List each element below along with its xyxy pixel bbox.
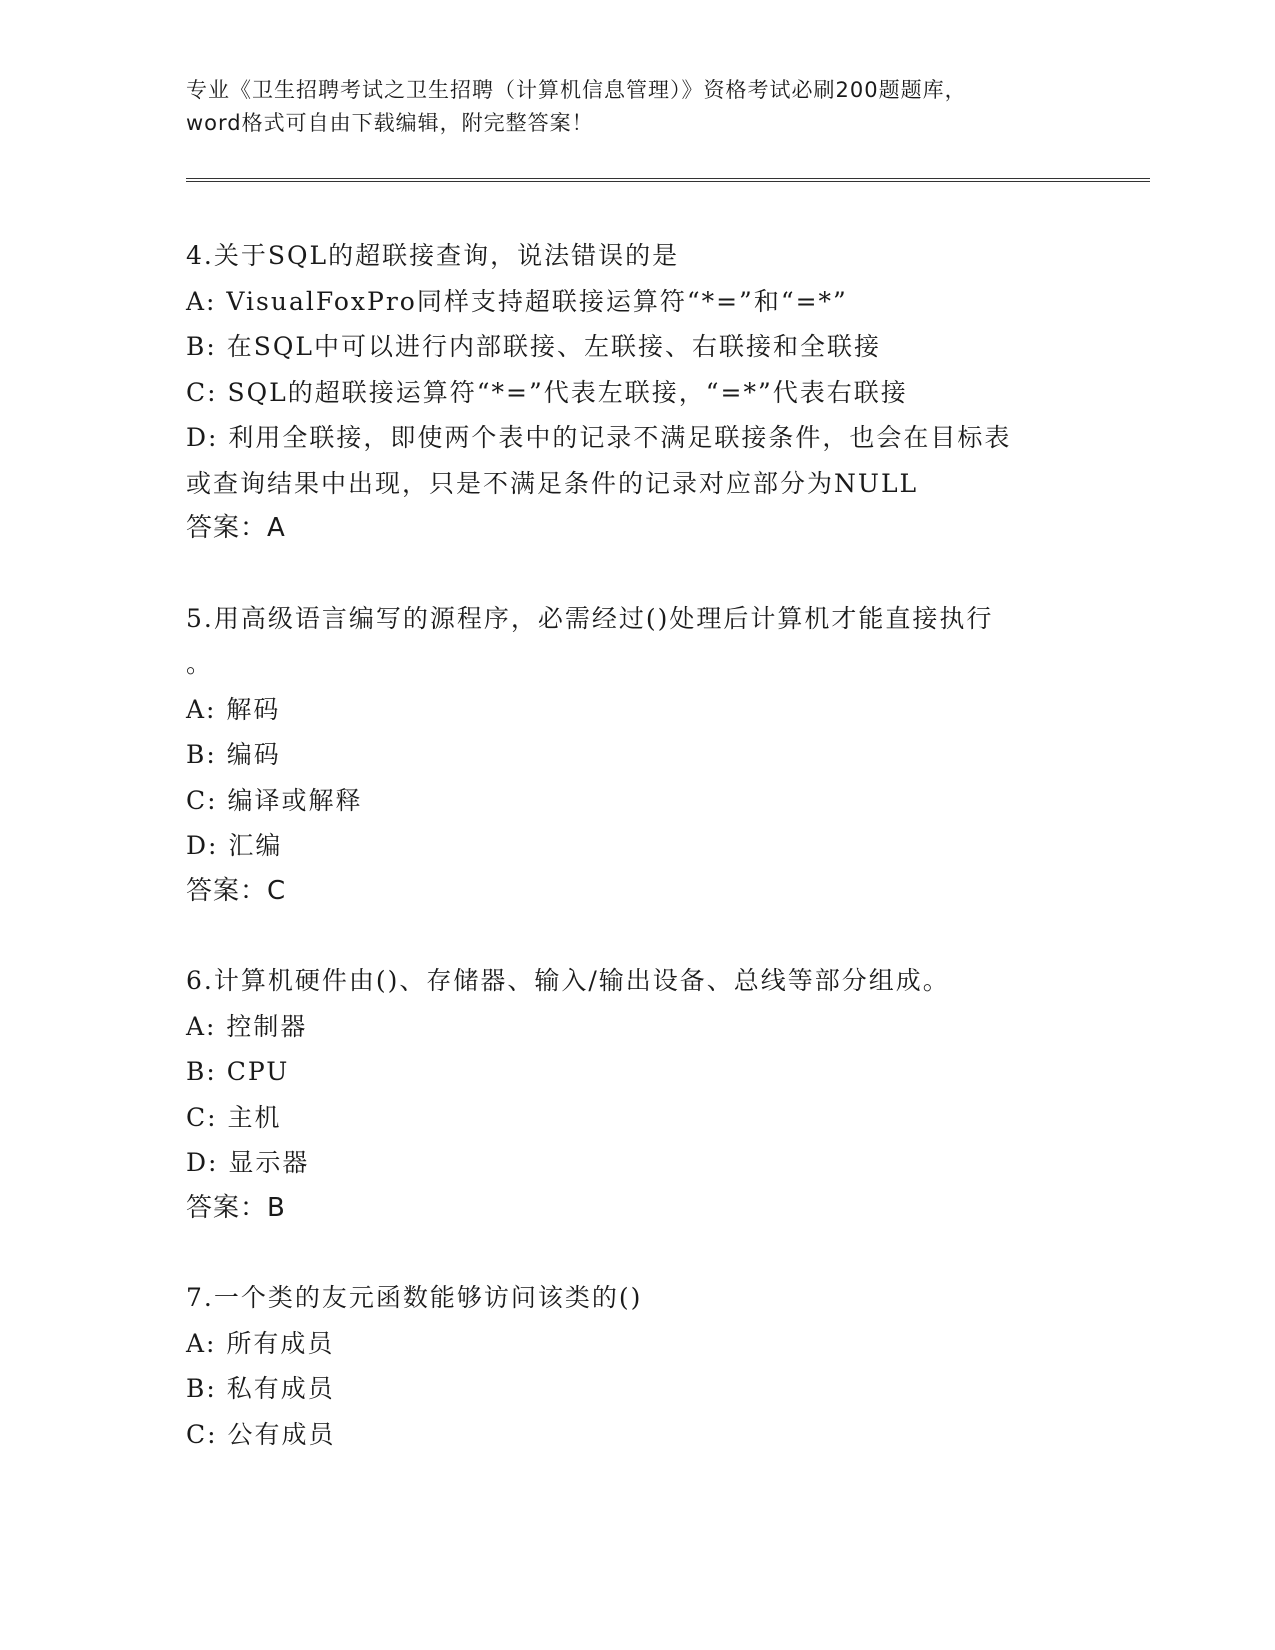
option-c: C: 编译或解释	[186, 785, 363, 815]
question-stem: 7.一个类的友元函数能够访问该类的()	[186, 1283, 643, 1312]
option-c: C: SQL的超联接运算符“*=”代表左联接，“=*”代表右联接	[186, 377, 908, 407]
document-header	[186, 74, 1086, 140]
answer-label: 答案：C	[186, 875, 287, 906]
option-d-continued: 或查询结果中出现，只是不满足条件的记录对应部分为NULL	[186, 468, 919, 498]
answer-label: 答案：B	[186, 1192, 286, 1223]
option-b: B: 私有成员	[186, 1374, 335, 1403]
option-d: D: 汇编	[186, 831, 283, 860]
option-b: B: 在SQL中可以进行内部联接、左联接、右联接和全联接	[186, 332, 881, 361]
option-a: A: 解码	[186, 694, 281, 724]
question-stem-continued: 。	[186, 649, 214, 678]
header-divider	[186, 178, 1150, 182]
option-a: A: VisualFoxPro同样支持超联接运算符“*=”和“=*”	[186, 286, 848, 316]
question-stem: 4.关于SQL的超联接查询，说法错误的是	[186, 241, 680, 270]
answer-label: 答案：A	[186, 513, 286, 543]
option-d: D: 显示器	[186, 1148, 310, 1177]
option-c: C: 主机	[186, 1102, 282, 1132]
question-6	[186, 958, 1086, 1231]
question-list	[186, 233, 1086, 1501]
option-c: C: 公有成员	[186, 1419, 336, 1449]
question-5	[186, 596, 1086, 915]
header-line-1: 专业《卫生招聘考试之卫生招聘（计算机信息管理）》资格考试必刷200题题库，	[186, 78, 967, 102]
question-4	[186, 233, 1086, 552]
header-line-2: word格式可自由下载编辑，附完整答案！	[186, 111, 594, 135]
option-a: A: 控制器	[186, 1011, 308, 1041]
question-7	[186, 1275, 1086, 1457]
option-a: A: 所有成员	[186, 1328, 335, 1358]
option-b: B: 编码	[186, 740, 281, 769]
question-stem: 5.用高级语言编写的源程序，必需经过()处理后计算机才能直接执行	[186, 603, 994, 633]
option-b: B: CPU	[186, 1057, 290, 1086]
option-d: D: 利用全联接，即使两个表中的记录不满足联接条件，也会在目标表	[186, 423, 1012, 452]
question-stem: 6.计算机硬件由()、存储器、输入/输出设备、总线等部分组成。	[186, 966, 950, 995]
